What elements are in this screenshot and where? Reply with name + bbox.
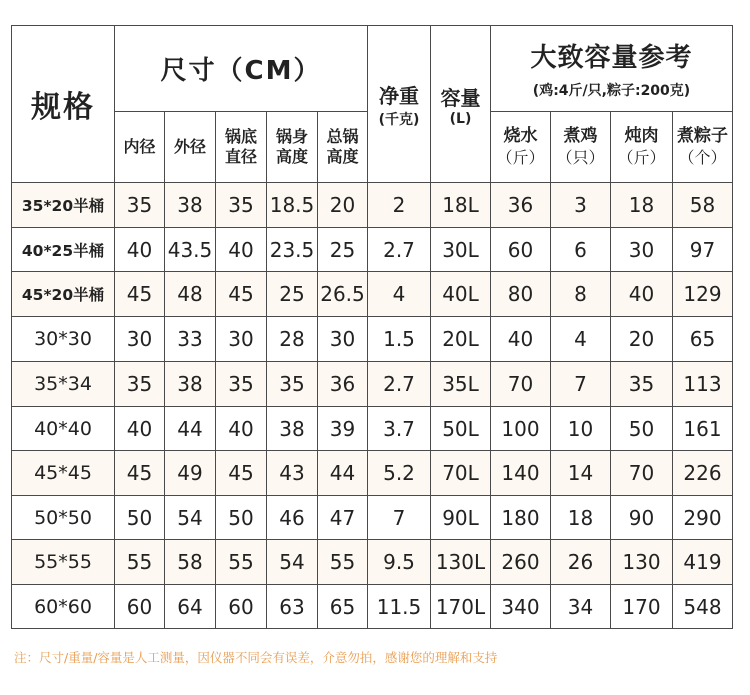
- capacity-unit: (L): [449, 110, 472, 127]
- spec-cell: 40*40: [12, 407, 115, 451]
- stew-meat-label: 炖肉: [624, 126, 659, 146]
- spec-cell: 45*45: [12, 451, 115, 496]
- value-cell: 45: [115, 451, 165, 496]
- table-row: [12, 362, 733, 407]
- header-total-height: [318, 112, 368, 183]
- table-row: [12, 451, 733, 496]
- spec-cell: 35*20半桶: [12, 183, 115, 228]
- value-cell: 10: [551, 407, 611, 451]
- value-cell: 4: [368, 272, 431, 317]
- value-cell: 60: [491, 228, 551, 272]
- value-cell: 64: [165, 585, 216, 629]
- header-body-height: [267, 112, 318, 183]
- value-cell: 60: [216, 585, 267, 629]
- value-cell: 90L: [431, 496, 491, 540]
- value-cell: 35: [267, 362, 318, 407]
- value-cell: 55: [318, 540, 368, 585]
- value-cell: 1.5: [368, 317, 431, 362]
- table-row: [12, 317, 733, 362]
- value-cell: 419: [673, 540, 733, 585]
- table-row: [12, 496, 733, 540]
- value-cell: 7: [551, 362, 611, 407]
- value-cell: 35: [216, 362, 267, 407]
- total-l2: 高度: [326, 147, 359, 166]
- value-cell: 38: [165, 183, 216, 228]
- value-cell: 39: [318, 407, 368, 451]
- value-cell: 28: [267, 317, 318, 362]
- header-stew-meat: [611, 112, 673, 183]
- value-cell: 30: [115, 317, 165, 362]
- value-cell: 40: [115, 407, 165, 451]
- header-net-weight: [368, 26, 431, 183]
- value-cell: 36: [318, 362, 368, 407]
- boil-water-label: 烧水: [503, 126, 538, 146]
- value-cell: 35L: [431, 362, 491, 407]
- header-cook-zongzi: [673, 112, 733, 183]
- value-cell: 548: [673, 585, 733, 629]
- value-cell: 130L: [431, 540, 491, 585]
- value-cell: 20L: [431, 317, 491, 362]
- value-cell: 23.5: [267, 228, 318, 272]
- cook-chicken-unit: （只）: [556, 148, 605, 167]
- pot-spec-table: [11, 25, 733, 629]
- value-cell: 58: [165, 540, 216, 585]
- spec-cell: 40*25半桶: [12, 228, 115, 272]
- cook-zongzi-label: 煮粽子: [677, 126, 728, 146]
- reference-title: 大致容量参考: [530, 43, 693, 73]
- value-cell: 49: [165, 451, 216, 496]
- value-cell: 8: [551, 272, 611, 317]
- value-cell: 18: [551, 496, 611, 540]
- value-cell: 2.7: [368, 362, 431, 407]
- value-cell: 180: [491, 496, 551, 540]
- spec-cell: 30*30: [12, 317, 115, 362]
- value-cell: 55: [216, 540, 267, 585]
- value-cell: 30: [318, 317, 368, 362]
- stew-meat-unit: （斤）: [617, 148, 666, 167]
- value-cell: 35: [216, 183, 267, 228]
- value-cell: 100: [491, 407, 551, 451]
- value-cell: 30: [611, 228, 673, 272]
- value-cell: 36: [491, 183, 551, 228]
- value-cell: 55: [115, 540, 165, 585]
- spec-cell: 35*34: [12, 362, 115, 407]
- value-cell: 30L: [431, 228, 491, 272]
- value-cell: 113: [673, 362, 733, 407]
- value-cell: 260: [491, 540, 551, 585]
- value-cell: 54: [165, 496, 216, 540]
- value-cell: 40L: [431, 272, 491, 317]
- spec-cell: 60*60: [12, 585, 115, 629]
- value-cell: 30: [216, 317, 267, 362]
- table-row: [12, 407, 733, 451]
- value-cell: 40: [611, 272, 673, 317]
- value-cell: 340: [491, 585, 551, 629]
- value-cell: 18: [611, 183, 673, 228]
- spec-cell: 50*50: [12, 496, 115, 540]
- value-cell: 170: [611, 585, 673, 629]
- header-size: 尺寸（CM）: [115, 26, 368, 112]
- value-cell: 70: [611, 451, 673, 496]
- cook-chicken-label: 煮鸡: [563, 126, 598, 146]
- value-cell: 6: [551, 228, 611, 272]
- bottom-l1: 锅底: [224, 127, 257, 146]
- total-l1: 总锅: [326, 127, 359, 146]
- value-cell: 80: [491, 272, 551, 317]
- table-row: [12, 540, 733, 585]
- value-cell: 90: [611, 496, 673, 540]
- value-cell: 3.7: [368, 407, 431, 451]
- value-cell: 65: [673, 317, 733, 362]
- header-spec: 规格: [12, 26, 115, 183]
- value-cell: 60: [115, 585, 165, 629]
- value-cell: 2: [368, 183, 431, 228]
- value-cell: 40: [216, 228, 267, 272]
- value-cell: 63: [267, 585, 318, 629]
- value-cell: 33: [165, 317, 216, 362]
- value-cell: 47: [318, 496, 368, 540]
- net-weight-unit: (千克): [378, 111, 420, 128]
- value-cell: 34: [551, 585, 611, 629]
- value-cell: 58: [673, 183, 733, 228]
- body-l2: 高度: [275, 147, 308, 166]
- value-cell: 14: [551, 451, 611, 496]
- value-cell: 43.5: [165, 228, 216, 272]
- value-cell: 45: [216, 451, 267, 496]
- value-cell: 25: [267, 272, 318, 317]
- value-cell: 170L: [431, 585, 491, 629]
- value-cell: 50: [115, 496, 165, 540]
- value-cell: 38: [267, 407, 318, 451]
- header-inner: 内径: [115, 112, 165, 183]
- value-cell: 129: [673, 272, 733, 317]
- value-cell: 43: [267, 451, 318, 496]
- value-cell: 26.5: [318, 272, 368, 317]
- value-cell: 20: [611, 317, 673, 362]
- bottom-l2: 直径: [224, 147, 257, 166]
- table-row: [12, 272, 733, 317]
- value-cell: 48: [165, 272, 216, 317]
- value-cell: 290: [673, 496, 733, 540]
- spec-cell: 45*20半桶: [12, 272, 115, 317]
- header-outer: 外径: [165, 112, 216, 183]
- value-cell: 45: [216, 272, 267, 317]
- header-reference: [491, 26, 733, 112]
- value-cell: 140: [491, 451, 551, 496]
- value-cell: 44: [165, 407, 216, 451]
- value-cell: 7: [368, 496, 431, 540]
- header-boil-water: [491, 112, 551, 183]
- boil-water-unit: （斤）: [496, 148, 545, 167]
- table-row: [12, 585, 733, 629]
- value-cell: 40: [115, 228, 165, 272]
- value-cell: 161: [673, 407, 733, 451]
- value-cell: 40: [491, 317, 551, 362]
- value-cell: 35: [115, 183, 165, 228]
- value-cell: 226: [673, 451, 733, 496]
- value-cell: 35: [611, 362, 673, 407]
- value-cell: 18.5: [267, 183, 318, 228]
- value-cell: 18L: [431, 183, 491, 228]
- disclaimer-note: 注：尺寸/重量/容量是人工测量，因仪器不同会有误差，介意勿拍，感谢您的理解和支持: [14, 650, 498, 665]
- value-cell: 2.7: [368, 228, 431, 272]
- value-cell: 5.2: [368, 451, 431, 496]
- capacity-label: 容量: [440, 85, 481, 110]
- value-cell: 50: [216, 496, 267, 540]
- value-cell: 70: [491, 362, 551, 407]
- value-cell: 130: [611, 540, 673, 585]
- value-cell: 25: [318, 228, 368, 272]
- value-cell: 46: [267, 496, 318, 540]
- header-capacity: [431, 26, 491, 183]
- value-cell: 4: [551, 317, 611, 362]
- value-cell: 9.5: [368, 540, 431, 585]
- value-cell: 40: [216, 407, 267, 451]
- table-row: [12, 228, 733, 272]
- value-cell: 45: [115, 272, 165, 317]
- net-weight-label: 净重: [379, 83, 419, 108]
- value-cell: 97: [673, 228, 733, 272]
- cook-zongzi-unit: （个）: [678, 148, 727, 167]
- value-cell: 26: [551, 540, 611, 585]
- value-cell: 3: [551, 183, 611, 228]
- value-cell: 44: [318, 451, 368, 496]
- value-cell: 54: [267, 540, 318, 585]
- header-cook-chicken: [551, 112, 611, 183]
- value-cell: 35: [115, 362, 165, 407]
- body-l1: 锅身: [275, 127, 308, 146]
- table-row: [12, 183, 733, 228]
- spec-cell: 55*55: [12, 540, 115, 585]
- value-cell: 50: [611, 407, 673, 451]
- value-cell: 11.5: [368, 585, 431, 629]
- value-cell: 38: [165, 362, 216, 407]
- value-cell: 70L: [431, 451, 491, 496]
- value-cell: 20: [318, 183, 368, 228]
- value-cell: 50L: [431, 407, 491, 451]
- header-bottom-diameter: [216, 112, 267, 183]
- reference-subtitle: (鸡:4斤/只,粽子:200克): [532, 83, 691, 99]
- value-cell: 65: [318, 585, 368, 629]
